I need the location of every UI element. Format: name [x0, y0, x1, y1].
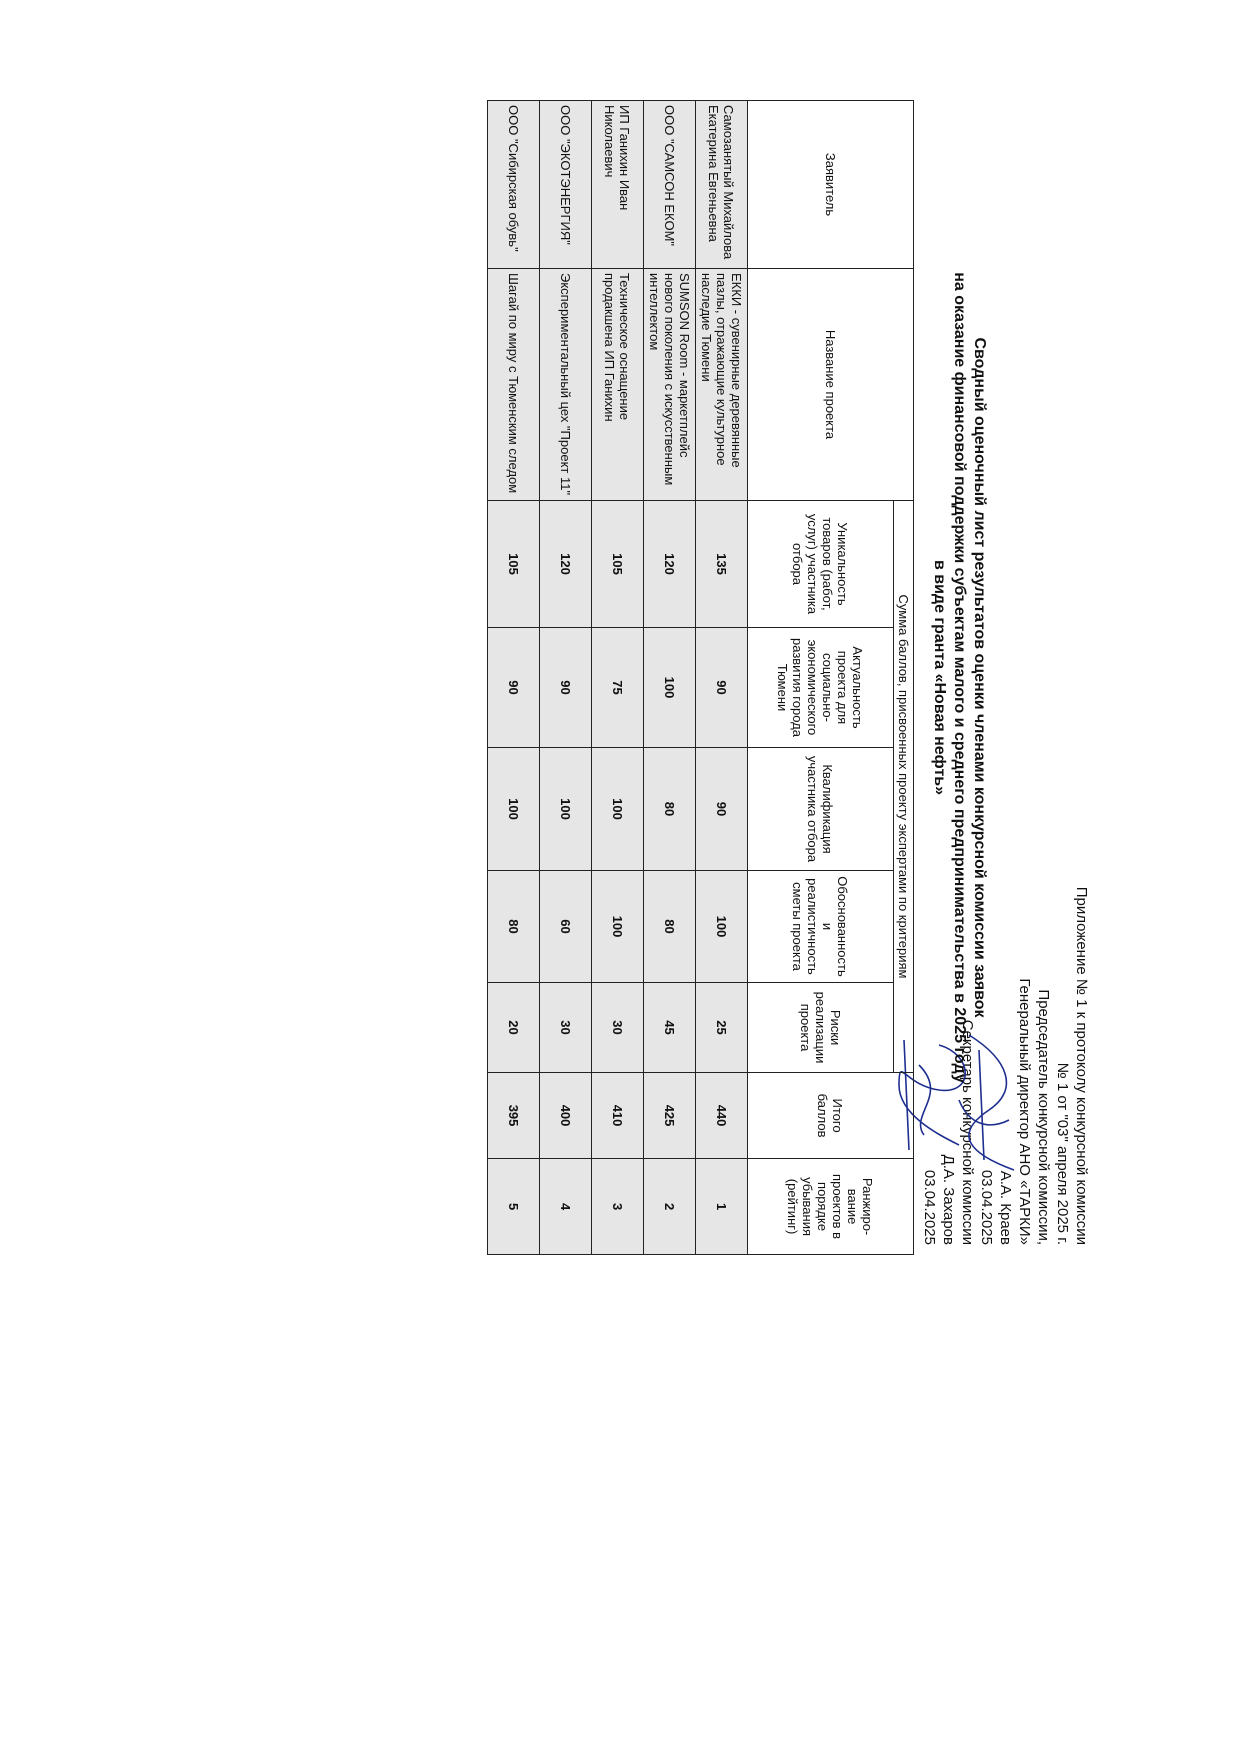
- appendix-line-2: № 1 от "03" апреля 2025 г.: [1054, 1062, 1071, 1245]
- cell-applicant: ООО "САМСОН ЕКОМ": [644, 101, 696, 269]
- cell-applicant: ИП Ганихин Иван Николаевич: [592, 101, 644, 269]
- cell-c5: 20: [488, 983, 540, 1073]
- secretary-name: Д.А. Захаров: [940, 1154, 957, 1245]
- cell-c1: 120: [644, 501, 696, 628]
- header-rank: Ранжиро-вание проектов в порядке убывания (рейтинг): [748, 1159, 914, 1255]
- title-line-3: в виде гранта «Новая нефть»: [931, 559, 948, 796]
- cell-c4: 60: [540, 871, 592, 983]
- cell-c3: 80: [644, 748, 696, 871]
- document-title: [929, 190, 989, 1165]
- chair-title-line-1: Председатель конкурсной комиссии,: [1035, 989, 1052, 1245]
- cell-c5: 25: [696, 983, 748, 1073]
- cell-applicant: Самозанятый Михайлова Екатерина Евгеньевна: [696, 101, 748, 269]
- cell-c2: 75: [592, 628, 644, 748]
- cell-c2: 90: [540, 628, 592, 748]
- cell-total: 440: [696, 1073, 748, 1159]
- table-row: [488, 101, 540, 1255]
- table-row: [540, 101, 592, 1255]
- title-line-2: на оказание финансовой поддержки субъектам малого и среднего предпринимательства в 2025 году: [951, 272, 968, 1083]
- cell-c2: 90: [696, 628, 748, 748]
- cell-c4: 80: [488, 871, 540, 983]
- secretary-title: Секретарь конкурсной комиссии: [959, 1019, 976, 1245]
- cell-c5: 30: [540, 983, 592, 1073]
- cell-c3: 100: [488, 748, 540, 871]
- cell-project: Экспериментальный цех "Проект 11": [540, 269, 592, 501]
- cell-c5: 30: [592, 983, 644, 1073]
- chair-name: А.А. Краев: [997, 1170, 1014, 1245]
- header-criteria-group: Сумма баллов, присвоенных проекту экспертами по критериям: [894, 501, 914, 1073]
- header-criterion-risks: Риски реализации проекта: [748, 983, 894, 1073]
- cell-c2: 100: [644, 628, 696, 748]
- cell-total: 425: [644, 1073, 696, 1159]
- header-project: Название проекта: [748, 269, 914, 501]
- cell-applicant: ООО "ЭКОТЭНЕРГИЯ": [540, 101, 592, 269]
- cell-rank: 1: [696, 1159, 748, 1255]
- cell-c1: 120: [540, 501, 592, 628]
- cell-rank: 3: [592, 1159, 644, 1255]
- table-row: [696, 101, 748, 1255]
- cell-c3: 90: [696, 748, 748, 871]
- table-row: [644, 101, 696, 1255]
- header-criterion-budget: Обоснованность и реалистичность сметы проекта: [748, 871, 894, 983]
- chair-title-line-2: Генеральный директор АНО «ТАРКИ»: [1016, 978, 1033, 1245]
- cell-rank: 2: [644, 1159, 696, 1255]
- cell-project: SUMSON Room - маркетплейс нового поколения с искусственным интеллектом: [644, 269, 696, 501]
- appendix-line-1: Приложение № 1 к протоколу конкурсной комиссии: [1073, 886, 1090, 1245]
- cell-c1: 105: [488, 501, 540, 628]
- cell-c4: 100: [592, 871, 644, 983]
- rotated-document-page: [267, 100, 1099, 1254]
- cell-rank: 4: [540, 1159, 592, 1255]
- secretary-date: 03.04.2025: [921, 1169, 938, 1245]
- table-row: [592, 101, 644, 1255]
- cell-total: 400: [540, 1073, 592, 1159]
- cell-c4: 100: [696, 871, 748, 983]
- cell-c2: 90: [488, 628, 540, 748]
- header-criterion-qualification: Квалификация участника отбора: [748, 748, 894, 871]
- scores-table: [487, 100, 914, 1255]
- cell-applicant: ООО "Сибирская обувь": [488, 101, 540, 269]
- cell-project: ЕККИ - сувенирные деревянные пазлы, отражающие культурное наследие Тюмени: [696, 269, 748, 501]
- cell-total: 395: [488, 1073, 540, 1159]
- cell-c3: 100: [540, 748, 592, 871]
- cell-project: Шагай по миру с Тюменским следом: [488, 269, 540, 501]
- header-criterion-uniqueness: Уникальность товаров (работ, услуг) участника отбора: [748, 501, 894, 628]
- cell-c1: 105: [592, 501, 644, 628]
- cell-c4: 80: [644, 871, 696, 983]
- title-line-1: Сводный оценочный лист результатов оценки членами конкурсной комиссии заявок: [971, 337, 988, 1018]
- cell-project: Техническое оснащение продакшена ИП Ганихин: [592, 269, 644, 501]
- cell-total: 410: [592, 1073, 644, 1159]
- header-applicant: Заявитель: [748, 101, 914, 269]
- header-total: Итого баллов: [748, 1073, 914, 1159]
- cell-rank: 5: [488, 1159, 540, 1255]
- cell-c5: 45: [644, 983, 696, 1073]
- header-criterion-relevance: Актуальность проекта для социально-экономического развития города Тюмени: [748, 628, 894, 748]
- cell-c3: 100: [592, 748, 644, 871]
- cell-c1: 135: [696, 501, 748, 628]
- chair-date: 03.04.2025: [978, 1169, 995, 1245]
